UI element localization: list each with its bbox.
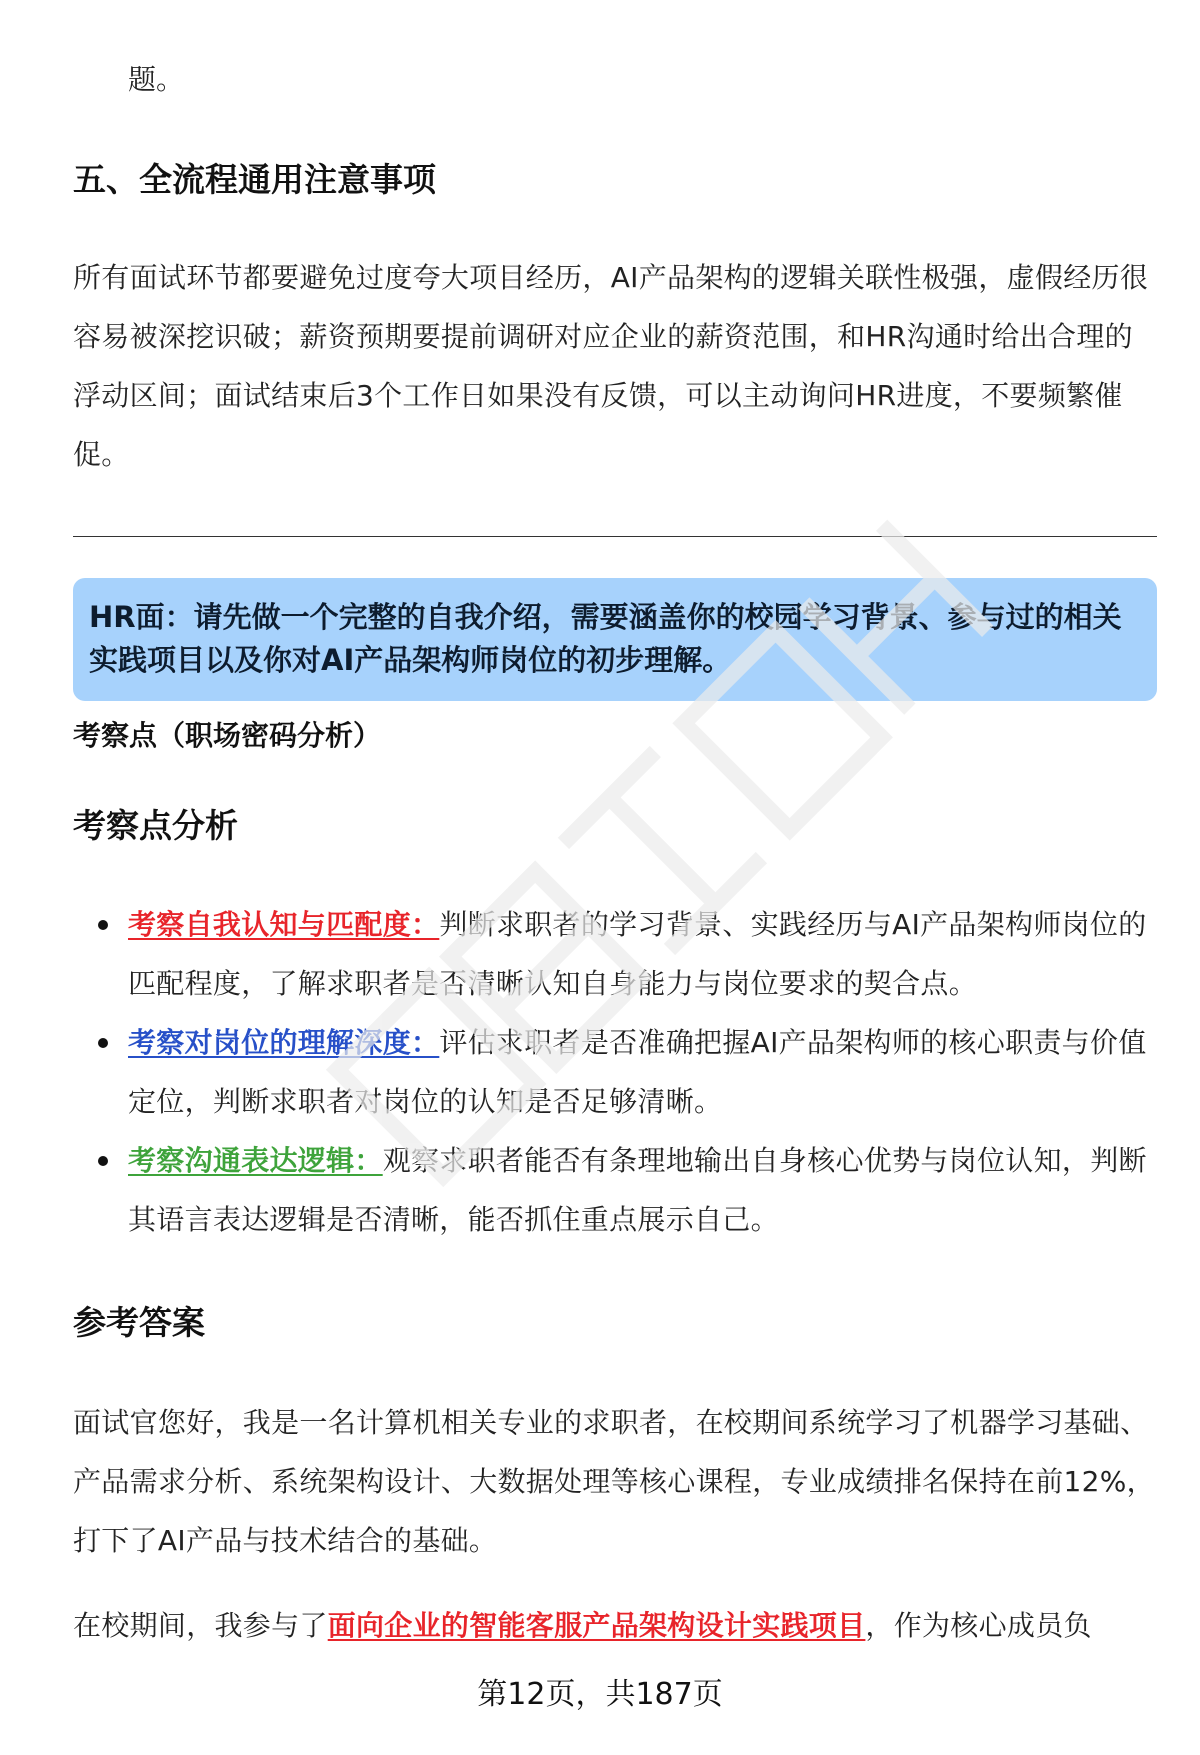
analysis-keyword: 考察沟通表达逻辑： [128, 1144, 383, 1177]
answer-heading: 参考答案 [73, 1303, 205, 1342]
answer-paragraph [73, 1596, 1157, 1655]
previous-paragraph-tail: 题。 [128, 63, 185, 96]
question-text: HR面：请先做一个完整的自我介绍，需要涵盖你的校园学习背景、参与过的相关实践项目以及你对AI产品架构师岗位的初步理解。 [89, 600, 1122, 677]
section-paragraph: 所有面试环节都要避免过度夸大项目经历，AI产品架构的逻辑关联性极强，虚假经历很容易被深挖识破；薪资预期要提前调研对应企业的薪资范围，和HR沟通时给出合理的浮动区间；面试结束后3个工作日如果没有反馈，可以主动询问HR进度，不要频繁催促。 [73, 261, 1149, 471]
analysis-item [73, 1013, 1157, 1131]
analysis-item [73, 895, 1157, 1013]
analysis-text: 评估求职者是否准确把握AI产品架构师的核心职责与价值定位，判断求职者对岗位的认知是否足够清晰。 [128, 1026, 1147, 1118]
analysis-text: 观察求职者能否有条理地输出自身核心优势与岗位认知，判断其语言表达逻辑是否清晰，能否抓住重点展示自己。 [128, 1144, 1147, 1236]
answer-paragraph: 面试官您好，我是一名计算机相关专业的求职者，在校期间系统学习了机器学习基础、产品需求分析、系统架构设计、大数据处理等核心课程，专业成绩排名保持在前12%，打下了AI产品与技术结合的基础。 [73, 1406, 1155, 1557]
analysis-list [73, 895, 1157, 1249]
page-footer: 第12页，共187页 [477, 1677, 723, 1712]
question-box [73, 578, 1157, 701]
bullet-icon [98, 1156, 108, 1166]
bullet-icon [98, 1038, 108, 1048]
analysis-keyword: 考察自我认知与匹配度： [128, 908, 440, 941]
bullet-icon [98, 920, 108, 930]
analysis-text: 判断求职者的学习背景、实践经历与AI产品架构师岗位的匹配程度，了解求职者是否清晰认知自身能力与岗位要求的契合点。 [128, 908, 1147, 1000]
subheading: 考察点（职场密码分析） [73, 719, 382, 752]
horizontal-divider [73, 536, 1157, 537]
answer-text: ，作为核心成员负 [865, 1609, 1092, 1642]
section-heading: 五、全流程通用注意事项 [73, 160, 436, 199]
project-highlight: 面向企业的智能客服产品架构设计实践项目 [327, 1609, 866, 1642]
analysis-item [73, 1131, 1157, 1249]
analysis-heading: 考察点分析 [73, 806, 238, 845]
answer-text: 在校期间，我参与了 [73, 1609, 328, 1642]
analysis-keyword: 考察对岗位的理解深度： [128, 1026, 440, 1059]
